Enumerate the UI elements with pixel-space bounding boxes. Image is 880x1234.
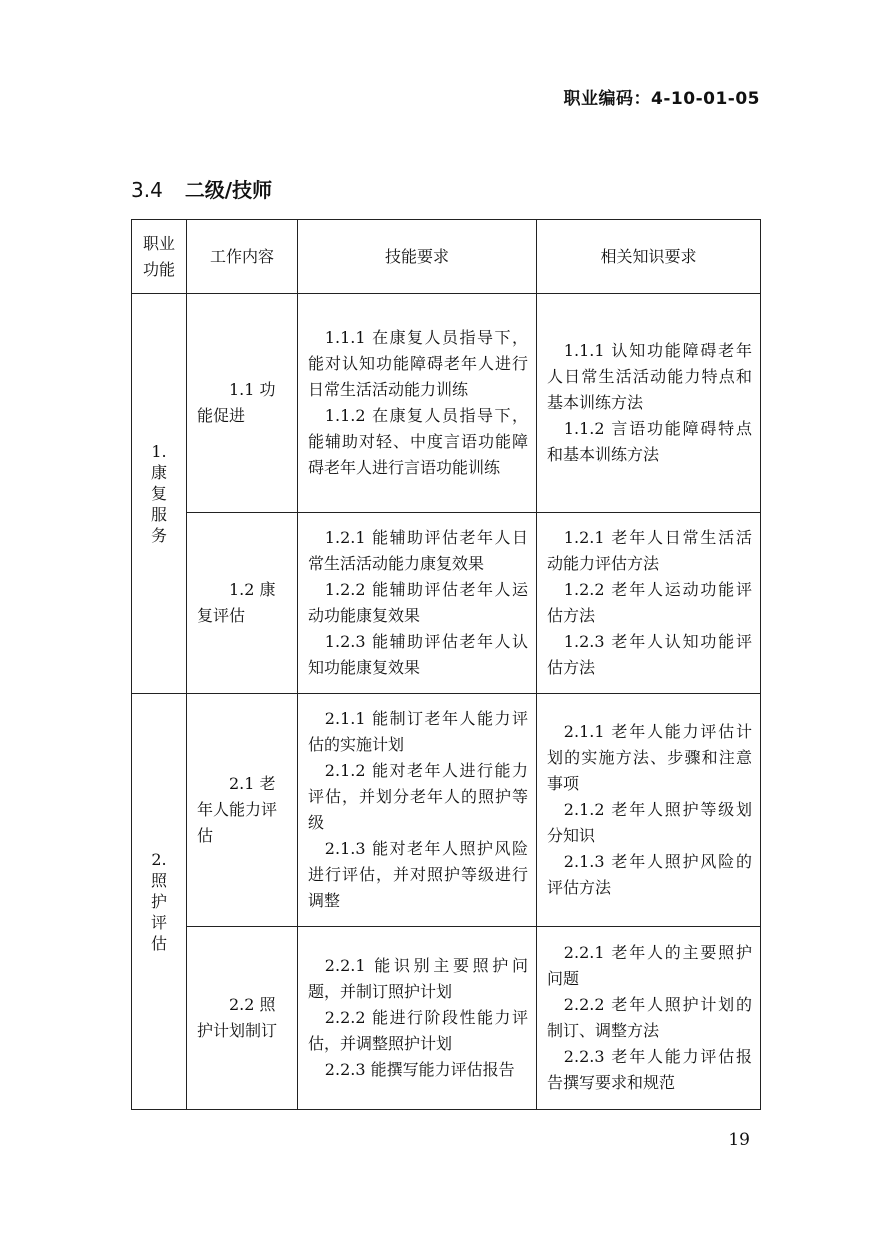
occupation-code: 职业编码：4-10-01-05 bbox=[563, 89, 760, 109]
knowledge-item: 1.2.1 老年人日常生活活动能力评估方法 bbox=[547, 528, 752, 573]
function-cell bbox=[132, 694, 187, 1110]
skill-item: 2.1.1 能制订老年人能力评估的实施计划 bbox=[308, 709, 528, 754]
knowledge-item: 2.2.3 老年人能力评估报告撰写要求和规范 bbox=[547, 1047, 752, 1092]
knowledge-item: 2.2.2 老年人照护计划的制订、调整方法 bbox=[547, 995, 752, 1040]
knowledge-cell bbox=[537, 513, 761, 694]
header-function bbox=[132, 220, 187, 294]
knowledge-item: 1.1.1 认知功能障碍老年人日常生活活动能力特点和基本训练方法 bbox=[547, 341, 752, 412]
knowledge-cell bbox=[537, 294, 761, 513]
function-number: 1. bbox=[151, 442, 167, 461]
knowledge-item: 1.2.3 老年人认知功能评估方法 bbox=[547, 632, 752, 677]
skill-item: 2.2.3 能撰写能力评估报告 bbox=[324, 1060, 515, 1079]
requirements-table bbox=[131, 219, 761, 1110]
skills-cell bbox=[298, 694, 537, 927]
skill-item: 1.2.3 能辅助评估老年人认知功能康复效果 bbox=[308, 632, 528, 677]
work-content-name: 2.1 老年人能力评估 bbox=[197, 774, 278, 845]
knowledge-item: 2.1.1 老年人能力评估计划的实施方法、步骤和注意事项 bbox=[547, 722, 752, 793]
function-name: 照护评估 bbox=[150, 871, 167, 953]
skill-item: 1.1.1 在康复人员指导下，能对认知功能障碍老年人进行日常生活活动能力训练 bbox=[308, 328, 528, 399]
page-number: 19 bbox=[728, 1130, 750, 1150]
skills-cell bbox=[298, 513, 537, 694]
table-row bbox=[132, 294, 761, 513]
table-row bbox=[132, 694, 761, 927]
skill-item: 1.1.2 在康复人员指导下，能辅助对轻、中度言语功能障碍老年人进行言语功能训练 bbox=[308, 406, 528, 477]
knowledge-item: 2.1.2 老年人照护等级划分知识 bbox=[547, 800, 752, 845]
skill-item: 2.1.3 能对老年人照护风险进行评估，并对照护等级进行调整 bbox=[308, 839, 528, 910]
function-cell bbox=[132, 294, 187, 694]
work-content-cell bbox=[187, 927, 298, 1110]
section-title: 二级/技师 bbox=[184, 178, 273, 202]
section-heading bbox=[131, 174, 272, 203]
skill-item: 1.2.2 能辅助评估老年人运动功能康复效果 bbox=[308, 580, 528, 625]
skill-item: 2.2.2 能进行阶段性能力评估，并调整照护计划 bbox=[308, 1008, 528, 1053]
header-work-content: 工作内容 bbox=[187, 220, 298, 294]
skill-item: 2.1.2 能对老年人进行能力评估，并划分老年人的照护等级 bbox=[308, 761, 528, 832]
skills-cell bbox=[298, 927, 537, 1110]
function-name: 康复服务 bbox=[150, 463, 167, 545]
header-knowledge-requirements: 相关知识要求 bbox=[537, 220, 761, 294]
header-skill-requirements: 技能要求 bbox=[298, 220, 537, 294]
knowledge-item: 1.1.2 言语功能障碍特点和基本训练方法 bbox=[547, 419, 752, 464]
function-number: 2. bbox=[151, 850, 167, 869]
knowledge-item: 2.1.3 老年人照护风险的评估方法 bbox=[547, 852, 752, 897]
work-content-name: 1.1 功能促进 bbox=[197, 380, 276, 425]
work-content-name: 2.2 照护计划制订 bbox=[197, 995, 278, 1040]
header-function-label: 职业 功能 bbox=[142, 233, 175, 279]
work-content-name: 1.2 康复评估 bbox=[197, 580, 276, 625]
table-row bbox=[132, 927, 761, 1110]
work-content-cell bbox=[187, 513, 298, 694]
knowledge-cell bbox=[537, 927, 761, 1110]
knowledge-item: 2.2.1 老年人的主要照护问题 bbox=[547, 943, 752, 988]
section-number: 3.4 bbox=[131, 178, 163, 202]
work-content-cell bbox=[187, 294, 298, 513]
work-content-cell bbox=[187, 694, 298, 927]
skills-cell bbox=[298, 294, 537, 513]
knowledge-item: 1.2.2 老年人运动功能评估方法 bbox=[547, 580, 752, 625]
skill-item: 2.2.1 能识别主要照护问题，并制订照护计划 bbox=[308, 956, 528, 1001]
table-header-row bbox=[132, 220, 761, 294]
knowledge-cell bbox=[537, 694, 761, 927]
skill-item: 1.2.1 能辅助评估老年人日常生活活动能力康复效果 bbox=[308, 528, 528, 573]
table-row bbox=[132, 513, 761, 694]
